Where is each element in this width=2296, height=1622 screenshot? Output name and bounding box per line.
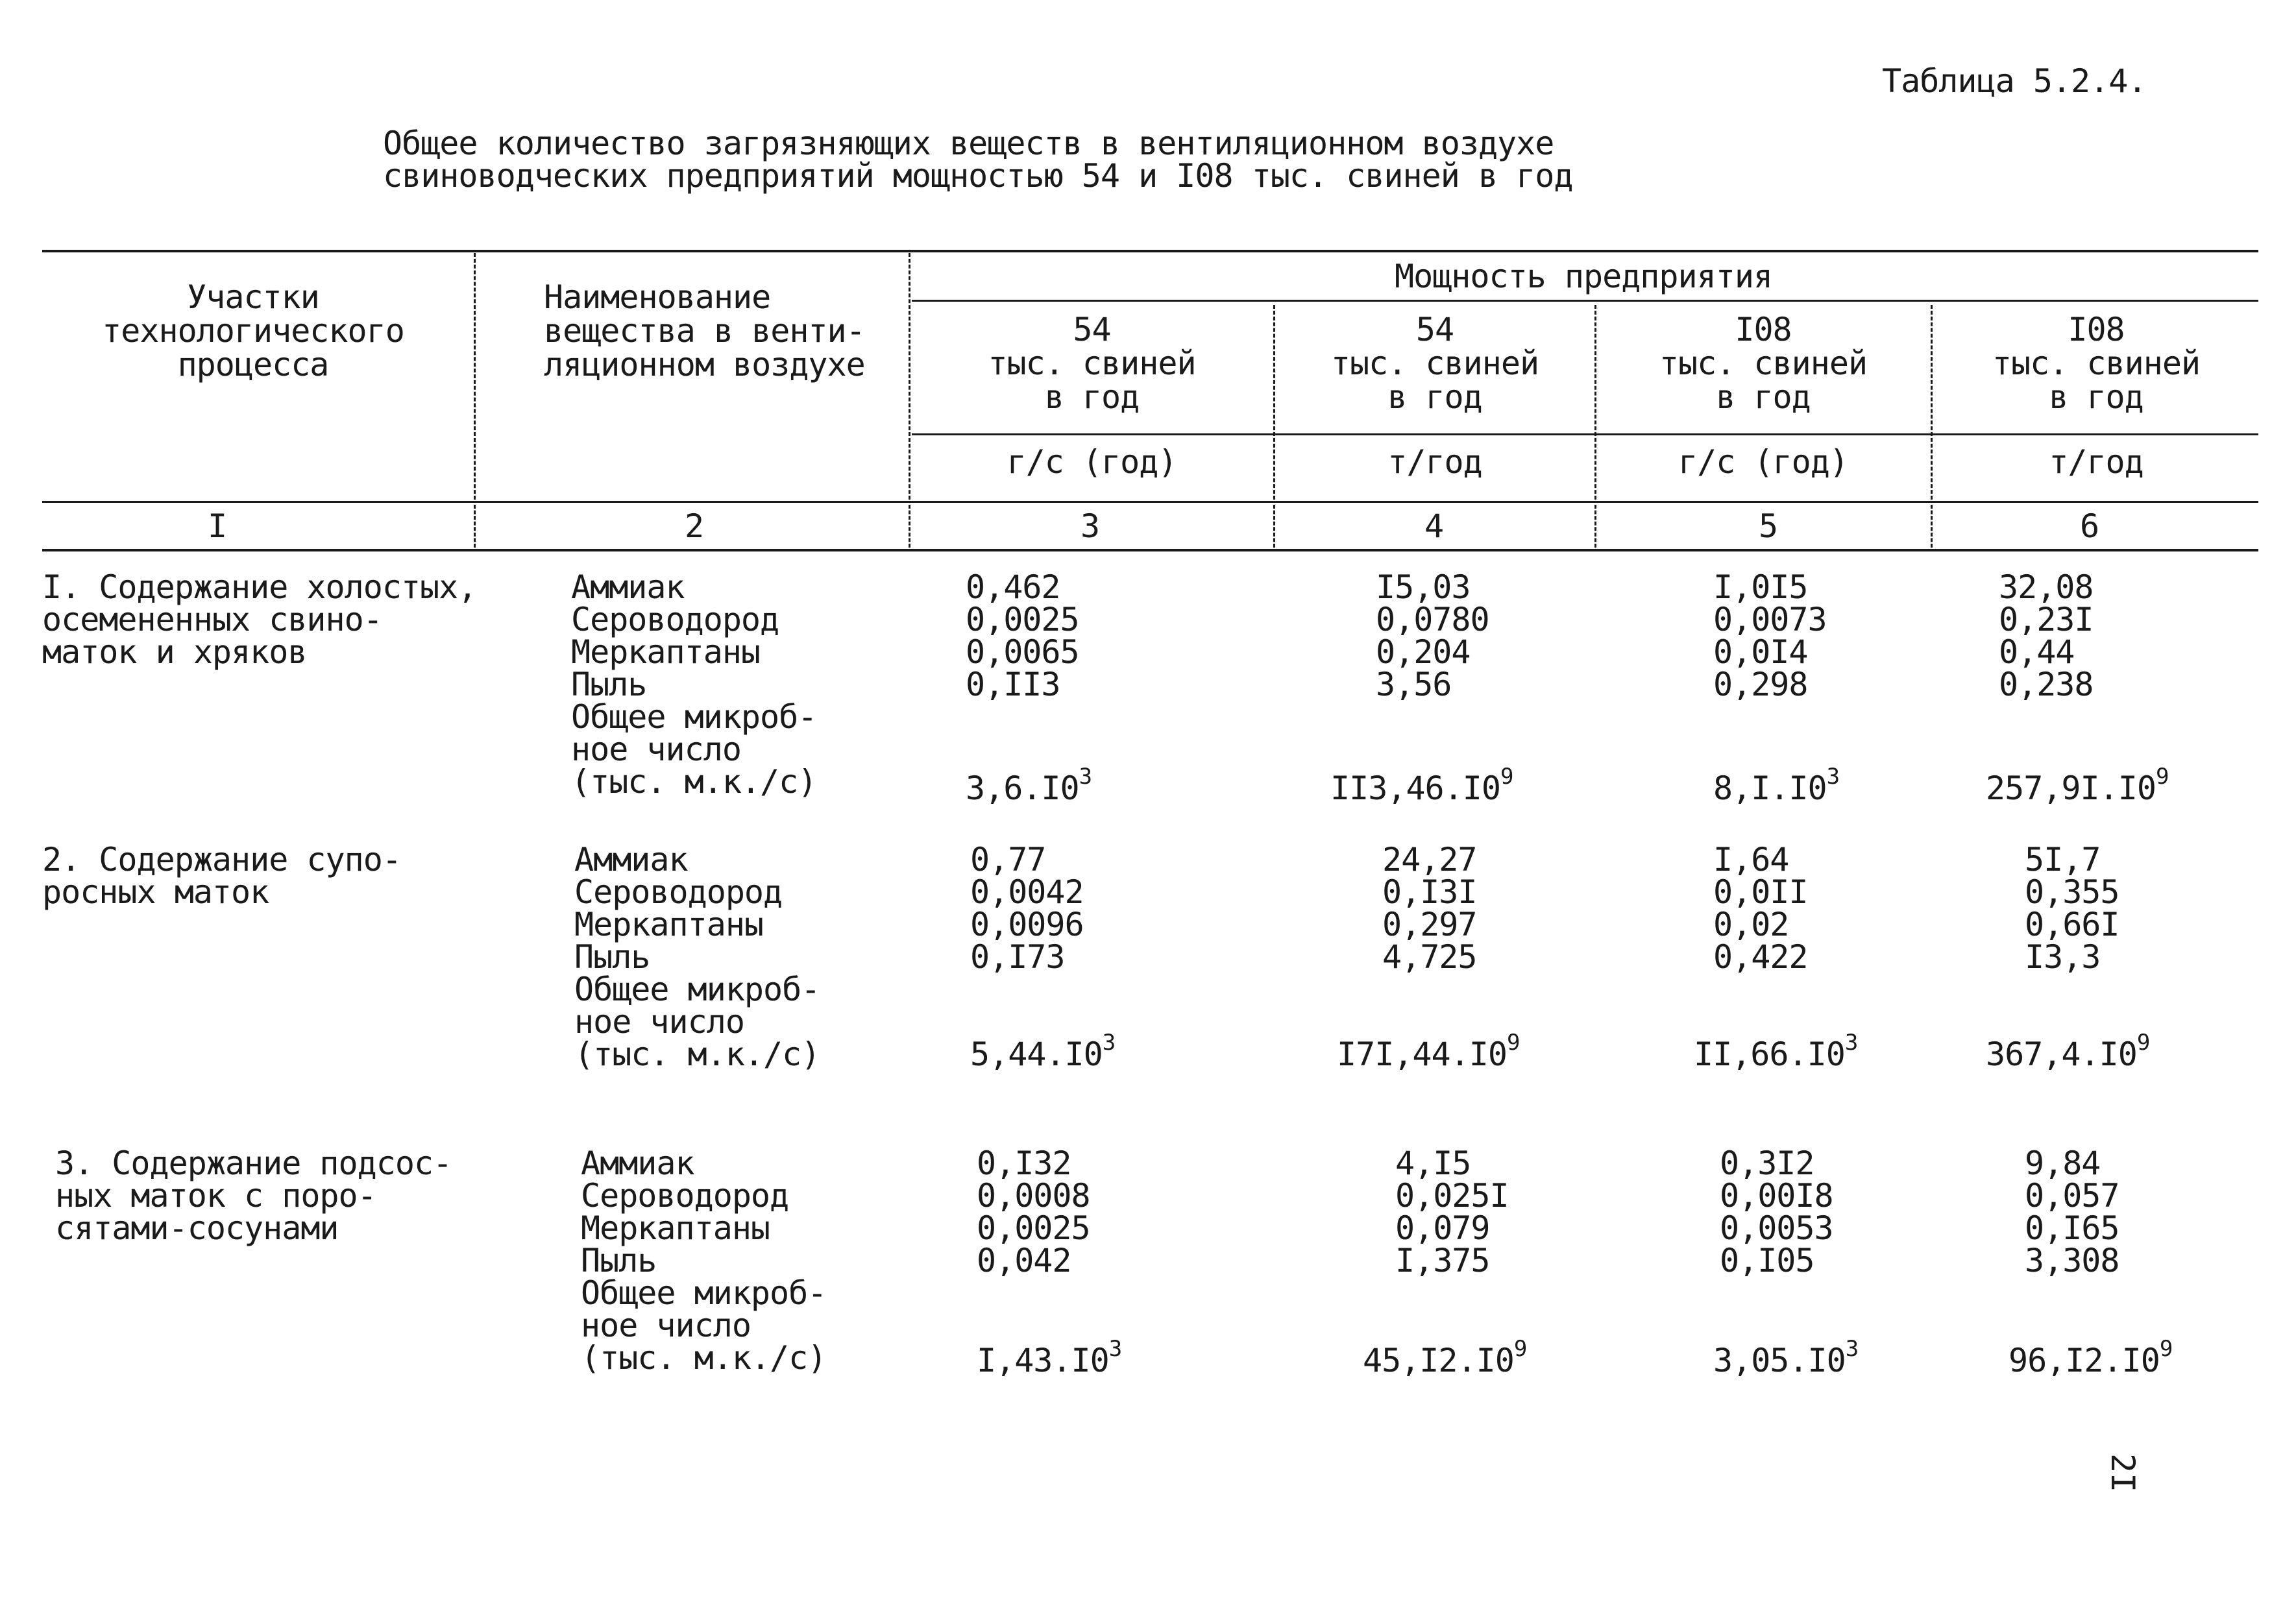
substance-name: Аммиак xyxy=(574,841,688,878)
section-1-col-3: 0,462 0,0025 0,0065 0,II3 xyxy=(966,568,1079,703)
substance-name: Меркаптаны xyxy=(574,906,764,943)
substance-name: Сероводород xyxy=(574,873,783,911)
section-3-substances xyxy=(581,1144,827,1377)
section-3-col-3: 0,I32 0,0008 0,0025 0,042 xyxy=(977,1144,1090,1279)
section-3-microbe-col-4: $45,I2.I0^9$ xyxy=(1363,1336,1527,1379)
column-number-4: 4 xyxy=(1424,507,1445,545)
microbe-label: ное число xyxy=(581,1307,751,1344)
header-bottom-rule xyxy=(42,501,2258,503)
column-number-3: 3 xyxy=(1080,507,1101,545)
microbe-label: (тыс. м.к./с) xyxy=(571,763,817,801)
section-1-microbe-col-4: $II3,46.I0^9$ xyxy=(1330,764,1513,807)
col-separator-2 xyxy=(909,253,910,500)
num-separator-2 xyxy=(909,505,910,548)
section-1-col-6: 32,08 0,23I 0,44 0,238 xyxy=(1999,568,2094,703)
section-2-microbe-col-4: $I7I,44.I0^9$ xyxy=(1337,1030,1520,1073)
section-3-title: 3. Содержание подсос- ных маток с поро- сятами-сосунами xyxy=(55,1144,452,1247)
microbe-label: (тыс. м.к./с) xyxy=(574,1035,820,1073)
table-title-line-2: свиноводческих предприятий мощностью 54 и I08 тыс. свиней в год xyxy=(383,157,1573,195)
column-number-5: 5 xyxy=(1758,507,1779,545)
substance-name: Меркаптаны xyxy=(581,1209,770,1247)
section-1-substances xyxy=(571,568,817,801)
unit-subcol-2: т/год xyxy=(1387,443,1482,481)
num-separator-4 xyxy=(1594,505,1596,548)
substance-name: Меркаптаны xyxy=(571,633,761,671)
header-capacity: Мощность предприятия xyxy=(1394,258,1773,295)
num-separator-3 xyxy=(1273,505,1275,548)
col-separator-3 xyxy=(1273,305,1275,500)
section-3-col-5: 0,3I2 0,00I8 0,0053 0,I05 xyxy=(1720,1144,1833,1279)
section-2-title: 2. Содержание супо- росных маток xyxy=(42,841,401,911)
substance-name: Сероводород xyxy=(581,1177,789,1215)
section-2-col-4: 24,27 0,I3I 0,297 4,725 xyxy=(1382,841,1477,976)
section-2-substances xyxy=(574,843,820,1071)
section-3-col-4: 4,I5 0,025I 0,079 I,375 xyxy=(1395,1144,1509,1279)
num-separator-5 xyxy=(1931,505,1933,548)
section-1-microbe-col-6: $257,9I.I0^9$ xyxy=(1986,764,2169,807)
top-rule xyxy=(42,250,2258,252)
microbe-label: Общее микроб- xyxy=(581,1274,827,1312)
header-subcol-2: 54 тыс. свиней в год xyxy=(1330,311,1539,416)
header-substance-name: Наименование вещества в венти- ляционном воздухе xyxy=(544,278,865,383)
header-subcol-3: I08 тыс. свиней в год xyxy=(1659,311,1868,416)
column-number-1: I xyxy=(207,507,228,545)
section-2-col-6: 5I,7 0,355 0,66I I3,3 xyxy=(2025,841,2119,976)
header-subcol-1: 54 тыс. свиней в год xyxy=(988,311,1196,416)
section-1-microbe-col-3: $3,6.I0^3$ xyxy=(966,764,1092,807)
table-title-line-1: Общее количество загрязняющих веществ в вентиляционном воздухе xyxy=(383,125,1554,162)
section-3-microbe-col-6: $96,I2.I0^9$ xyxy=(2009,1336,2173,1379)
unit-rule xyxy=(912,433,2258,435)
col-separator-4 xyxy=(1594,305,1596,500)
header-process-sections: Участки технологического процесса xyxy=(102,278,404,383)
header-subcol-4: I08 тыс. свиней в год xyxy=(1992,311,2201,416)
unit-subcol-4: т/год xyxy=(2049,443,2143,481)
microbe-label: ное число xyxy=(574,1003,744,1041)
table-label: Таблица 5.2.4. xyxy=(1882,62,2147,100)
unit-subcol-1: г/с (год) xyxy=(1007,443,1177,481)
number-row-rule xyxy=(42,549,2258,551)
col-separator-1 xyxy=(474,253,476,500)
section-3-microbe-col-3: $I,43.I0^3$ xyxy=(977,1336,1122,1379)
microbe-label: Общее микроб- xyxy=(574,971,820,1008)
microbe-label: ное число xyxy=(571,731,741,768)
substance-name: Сероводород xyxy=(571,601,779,638)
substance-name: Пыль xyxy=(571,666,647,703)
page-number: 2I xyxy=(2104,1453,2142,1493)
substance-name: Аммиак xyxy=(581,1144,694,1182)
section-3-col-6: 9,84 0,057 0,I65 3,308 xyxy=(2025,1144,2119,1279)
table-title xyxy=(383,125,1573,195)
section-2-microbe-col-6: $367,4.I0^9$ xyxy=(1986,1030,2150,1073)
column-number-6: 6 xyxy=(2079,507,2100,545)
section-3-microbe-col-5: $3,05.I0^3$ xyxy=(1713,1336,1859,1379)
substance-name: Пыль xyxy=(581,1242,657,1279)
col-separator-5 xyxy=(1931,305,1933,500)
unit-subcol-3: г/с (год) xyxy=(1678,443,1848,481)
section-2-col-3: 0,77 0,0042 0,0096 0,I73 xyxy=(970,841,1084,976)
section-2-col-5: I,64 0,0II 0,02 0,422 xyxy=(1713,841,1808,976)
section-2-microbe-col-3: $5,44.I0^3$ xyxy=(970,1030,1116,1073)
capacity-rule xyxy=(912,300,2258,302)
substance-name: Пыль xyxy=(574,938,650,976)
num-separator-1 xyxy=(474,505,476,548)
microbe-label: (тыс. м.к./с) xyxy=(581,1339,827,1377)
substance-name: Аммиак xyxy=(571,568,685,606)
section-1-title: I. Содержание холостых, осемененных свино- маток и хряков xyxy=(42,568,477,671)
section-1-col-4: I5,03 0,0780 0,204 3,56 xyxy=(1376,568,1489,703)
microbe-label: Общее микроб- xyxy=(571,698,817,736)
column-number-2: 2 xyxy=(684,507,705,545)
section-1-col-5: I,0I5 0,0073 0,0I4 0,298 xyxy=(1713,568,1827,703)
section-2-microbe-col-5: $II,66.I0^3$ xyxy=(1694,1030,1858,1073)
section-1-microbe-col-5: $8,I.I0^3$ xyxy=(1713,764,1840,807)
